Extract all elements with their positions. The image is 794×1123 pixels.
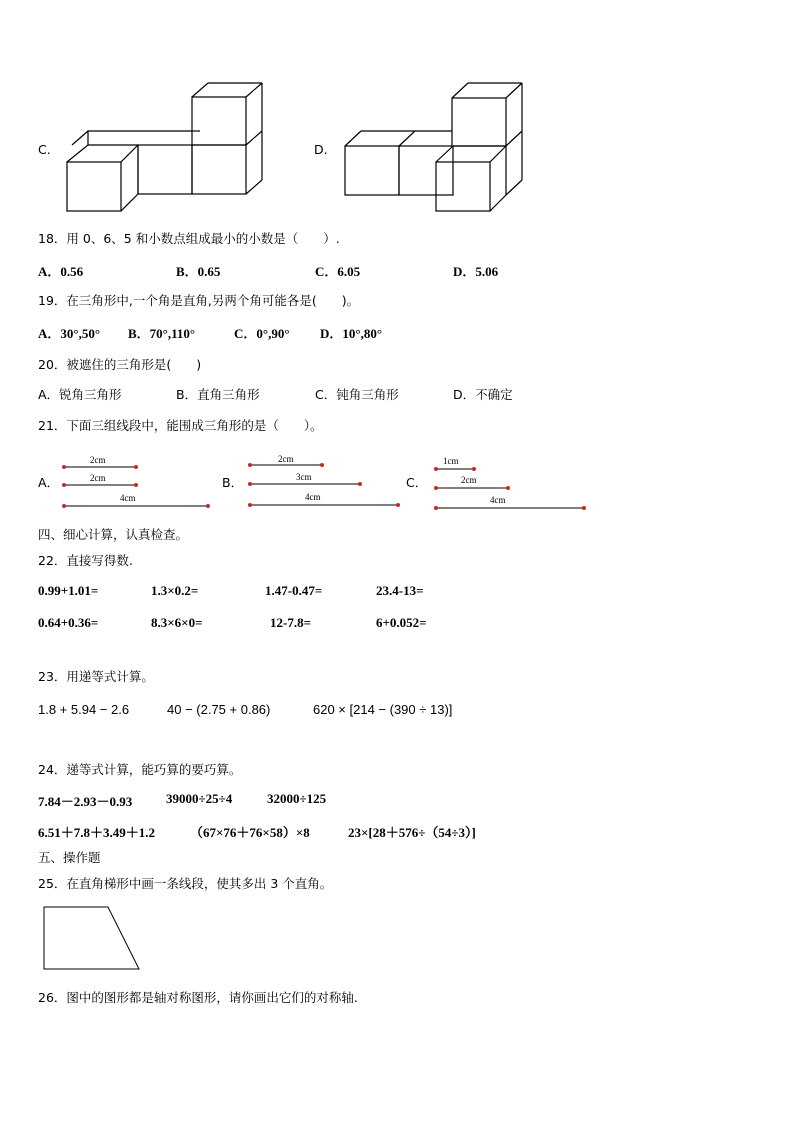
section-4-title: 四、细心计算，认真检查。	[38, 527, 189, 542]
question-25: 25．在直角梯形中画一条线段，使其多出 3 个直角。	[38, 876, 333, 891]
q18-option-c[interactable]: C．6.05	[315, 264, 361, 279]
q22-r1-c1: 0.99+1.01=	[38, 583, 99, 598]
q18-option-b[interactable]: B．0.65	[176, 264, 221, 279]
q21-c-seg1-label: 1cm	[443, 456, 459, 466]
q21-c-seg2-label: 2cm	[461, 475, 477, 485]
q21-a-seg3-label: 4cm	[120, 493, 136, 503]
q23-expr-1: 1.8 + 5.94 − 2.6	[38, 702, 130, 717]
q18-option-a[interactable]: A．0.56	[38, 264, 84, 279]
q19-option-c[interactable]: C．0°,90°	[234, 326, 290, 341]
option-c-label: C.	[38, 142, 51, 157]
q19-option-b[interactable]: B．70°,110°	[128, 326, 196, 341]
q21-c-seg3-label: 4cm	[490, 495, 506, 505]
q19-option-a[interactable]: A．30°,50°	[38, 326, 101, 341]
question-20: 20．被遮住的三角形是( )	[38, 357, 202, 372]
q21-a-seg1-label: 2cm	[90, 455, 106, 465]
q21-a-seg2-label: 2cm	[90, 473, 106, 483]
q24-r1-c2: 39000÷25÷4	[166, 791, 233, 806]
q21-option-c-label[interactable]: C．	[406, 475, 428, 490]
q20-option-b[interactable]: B．直角三角形	[176, 387, 260, 402]
question-19: 19．在三角形中,一个角是直角,另两个角可能各是( )。	[38, 293, 360, 308]
q21-option-b-label[interactable]: B．	[222, 475, 244, 490]
q18-option-d[interactable]: D．5.06	[453, 264, 499, 279]
q22-r1-c4: 23.4-13=	[376, 583, 424, 598]
q20-option-a[interactable]: A．锐角三角形	[38, 387, 122, 402]
question-22: 22．直接写得数.	[38, 553, 133, 568]
q22-r2-c1: 0.64+0.36=	[38, 615, 99, 630]
q23-expr-3: 620 × [214 − (390 ÷ 13)]	[313, 702, 453, 717]
q24-r1-c3: 32000÷125	[267, 791, 327, 806]
q21-b-seg2-label: 3cm	[296, 472, 312, 482]
q24-r2-c3: 23×[28＋576÷（54÷3）]	[348, 825, 476, 840]
q22-r1-c3: 1.47-0.47=	[265, 583, 323, 598]
q20-option-c[interactable]: C．钝角三角形	[315, 387, 399, 402]
question-18: 18．用 0、6、5 和小数点组成最小的小数是（ ）.	[38, 231, 340, 246]
q24-r2-c2: （67×76＋76×58）×8	[190, 825, 310, 840]
q22-r2-c3: 12-7.8=	[270, 615, 311, 630]
question-23: 23．用递等式计算。	[38, 669, 154, 684]
q21-option-a-label[interactable]: A．	[38, 475, 60, 490]
q24-r2-c1: 6.51＋7.8＋3.49＋1.2	[38, 825, 156, 840]
q22-r2-c4: 6+0.052=	[376, 615, 427, 630]
question-24: 24．递等式计算，能巧算的要巧算。	[38, 762, 242, 777]
q22-r1-c2: 1.3×0.2=	[151, 583, 199, 598]
q21-b-seg3-label: 4cm	[305, 492, 321, 502]
q20-option-d[interactable]: D．不确定	[453, 387, 513, 402]
section-5-title: 五、操作题	[38, 850, 101, 865]
q24-r1-c1: 7.84－2.93－0.93	[38, 794, 133, 809]
option-d-label: D.	[314, 142, 328, 157]
q21-b-seg1-label: 2cm	[278, 454, 294, 464]
q23-expr-2: 40 − (2.75 + 0.86)	[167, 702, 271, 717]
q22-r2-c2: 8.3×6×0=	[151, 615, 203, 630]
q19-option-d[interactable]: D．10°,80°	[320, 326, 383, 341]
question-26: 26．图中的图形都是轴对称图形，请你画出它们的对称轴.	[38, 990, 358, 1005]
question-21: 21．下面三组线段中，能围成三角形的是（ ）。	[38, 418, 323, 433]
